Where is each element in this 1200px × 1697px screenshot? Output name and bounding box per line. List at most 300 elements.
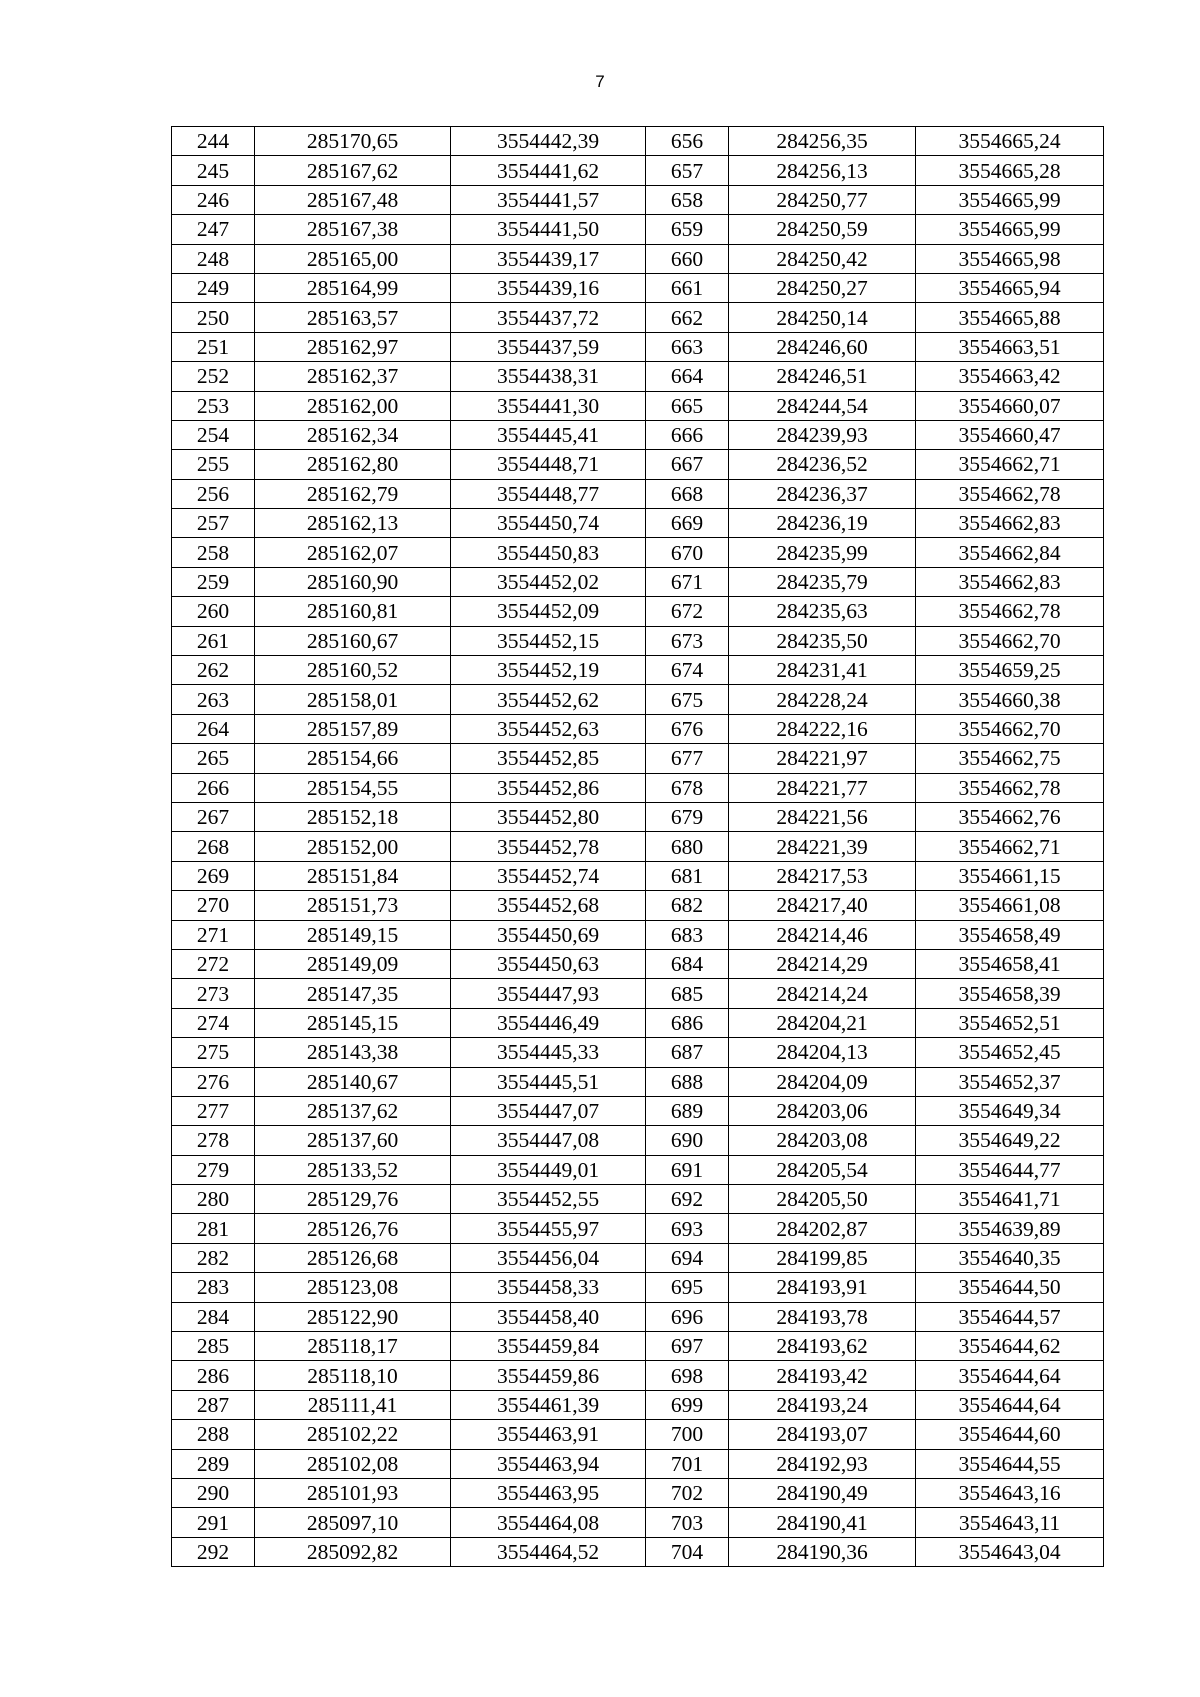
point-number-cell: 688: [646, 1067, 729, 1096]
y-coordinate-cell: 3554662,70: [916, 626, 1104, 655]
y-coordinate-cell: 3554665,24: [916, 127, 1104, 156]
x-coordinate-cell: 284199,85: [729, 1243, 916, 1272]
table-row: [172, 626, 1104, 655]
y-coordinate-cell: 3554464,52: [451, 1537, 646, 1566]
point-number-cell: 252: [172, 362, 255, 391]
y-coordinate-cell: 3554665,28: [916, 156, 1104, 185]
point-number-cell: 690: [646, 1126, 729, 1155]
y-coordinate-cell: 3554445,41: [451, 420, 646, 449]
point-number-cell: 668: [646, 479, 729, 508]
y-coordinate-cell: 3554660,47: [916, 420, 1104, 449]
y-coordinate-cell: 3554450,83: [451, 538, 646, 567]
table-row: [172, 920, 1104, 949]
point-number-cell: 255: [172, 450, 255, 479]
x-coordinate-cell: 284204,21: [729, 1008, 916, 1037]
table-row: [172, 1537, 1104, 1566]
y-coordinate-cell: 3554458,33: [451, 1273, 646, 1302]
x-coordinate-cell: 284235,50: [729, 626, 916, 655]
x-coordinate-cell: 284236,37: [729, 479, 916, 508]
y-coordinate-cell: 3554665,98: [916, 244, 1104, 273]
x-coordinate-cell: 285145,15: [255, 1008, 451, 1037]
x-coordinate-cell: 284246,60: [729, 332, 916, 361]
point-number-cell: 673: [646, 626, 729, 655]
x-coordinate-cell: 284193,24: [729, 1390, 916, 1419]
table-row: [172, 773, 1104, 802]
y-coordinate-cell: 3554449,01: [451, 1155, 646, 1184]
table-row: [172, 156, 1104, 185]
point-number-cell: 258: [172, 538, 255, 567]
x-coordinate-cell: 285165,00: [255, 244, 451, 273]
y-coordinate-cell: 3554661,15: [916, 861, 1104, 890]
point-number-cell: 254: [172, 420, 255, 449]
point-number-cell: 283: [172, 1273, 255, 1302]
point-number-cell: 686: [646, 1008, 729, 1037]
x-coordinate-cell: 285140,67: [255, 1067, 451, 1096]
y-coordinate-cell: 3554441,30: [451, 391, 646, 420]
x-coordinate-cell: 285162,00: [255, 391, 451, 420]
x-coordinate-cell: 285123,08: [255, 1273, 451, 1302]
table-row: [172, 832, 1104, 861]
y-coordinate-cell: 3554662,83: [916, 567, 1104, 596]
table-row: [172, 1273, 1104, 1302]
point-number-cell: 700: [646, 1420, 729, 1449]
y-coordinate-cell: 3554649,34: [916, 1096, 1104, 1125]
table-row: [172, 450, 1104, 479]
x-coordinate-cell: 284193,78: [729, 1302, 916, 1331]
y-coordinate-cell: 3554461,39: [451, 1390, 646, 1419]
point-number-cell: 689: [646, 1096, 729, 1125]
x-coordinate-cell: 285162,79: [255, 479, 451, 508]
x-coordinate-cell: 285101,93: [255, 1478, 451, 1507]
point-number-cell: 684: [646, 949, 729, 978]
x-coordinate-cell: 284250,27: [729, 273, 916, 302]
x-coordinate-cell: 284214,24: [729, 979, 916, 1008]
x-coordinate-cell: 284217,53: [729, 861, 916, 890]
point-number-cell: 682: [646, 891, 729, 920]
x-coordinate-cell: 284205,50: [729, 1185, 916, 1214]
x-coordinate-cell: 285164,99: [255, 273, 451, 302]
point-number-cell: 257: [172, 509, 255, 538]
coordinates-table-body: [172, 127, 1104, 1567]
y-coordinate-cell: 3554448,77: [451, 479, 646, 508]
table-row: [172, 1243, 1104, 1272]
x-coordinate-cell: 284239,93: [729, 420, 916, 449]
x-coordinate-cell: 285149,15: [255, 920, 451, 949]
x-coordinate-cell: 285167,62: [255, 156, 451, 185]
y-coordinate-cell: 3554644,64: [916, 1361, 1104, 1390]
y-coordinate-cell: 3554439,16: [451, 273, 646, 302]
y-coordinate-cell: 3554662,84: [916, 538, 1104, 567]
point-number-cell: 261: [172, 626, 255, 655]
x-coordinate-cell: 285162,13: [255, 509, 451, 538]
x-coordinate-cell: 285137,60: [255, 1126, 451, 1155]
point-number-cell: 674: [646, 656, 729, 685]
point-number-cell: 279: [172, 1155, 255, 1184]
point-number-cell: 280: [172, 1185, 255, 1214]
x-coordinate-cell: 284203,08: [729, 1126, 916, 1155]
point-number-cell: 677: [646, 744, 729, 773]
x-coordinate-cell: 284205,54: [729, 1155, 916, 1184]
point-number-cell: 656: [646, 127, 729, 156]
point-number-cell: 260: [172, 597, 255, 626]
x-coordinate-cell: 284235,99: [729, 538, 916, 567]
point-number-cell: 288: [172, 1420, 255, 1449]
y-coordinate-cell: 3554644,55: [916, 1449, 1104, 1478]
point-number-cell: 681: [646, 861, 729, 890]
point-number-cell: 281: [172, 1214, 255, 1243]
y-coordinate-cell: 3554458,40: [451, 1302, 646, 1331]
y-coordinate-cell: 3554662,71: [916, 832, 1104, 861]
point-number-cell: 292: [172, 1537, 255, 1566]
x-coordinate-cell: 285160,90: [255, 567, 451, 596]
point-number-cell: 275: [172, 1038, 255, 1067]
x-coordinate-cell: 285162,34: [255, 420, 451, 449]
table-row: [172, 185, 1104, 214]
table-row: [172, 744, 1104, 773]
x-coordinate-cell: 284250,77: [729, 185, 916, 214]
point-number-cell: 253: [172, 391, 255, 420]
y-coordinate-cell: 3554441,50: [451, 215, 646, 244]
point-number-cell: 694: [646, 1243, 729, 1272]
point-number-cell: 271: [172, 920, 255, 949]
point-number-cell: 264: [172, 714, 255, 743]
point-number-cell: 669: [646, 509, 729, 538]
point-number-cell: 287: [172, 1390, 255, 1419]
y-coordinate-cell: 3554463,94: [451, 1449, 646, 1478]
point-number-cell: 273: [172, 979, 255, 1008]
y-coordinate-cell: 3554649,22: [916, 1126, 1104, 1155]
table-row: [172, 949, 1104, 978]
x-coordinate-cell: 285143,38: [255, 1038, 451, 1067]
x-coordinate-cell: 284193,07: [729, 1420, 916, 1449]
table-row: [172, 362, 1104, 391]
x-coordinate-cell: 284250,59: [729, 215, 916, 244]
y-coordinate-cell: 3554659,25: [916, 656, 1104, 685]
y-coordinate-cell: 3554644,64: [916, 1390, 1104, 1419]
point-number-cell: 269: [172, 861, 255, 890]
x-coordinate-cell: 285097,10: [255, 1508, 451, 1537]
table-row: [172, 509, 1104, 538]
y-coordinate-cell: 3554640,35: [916, 1243, 1104, 1272]
y-coordinate-cell: 3554452,80: [451, 802, 646, 831]
table-row: [172, 479, 1104, 508]
x-coordinate-cell: 284204,13: [729, 1038, 916, 1067]
table-row: [172, 979, 1104, 1008]
x-coordinate-cell: 285102,08: [255, 1449, 451, 1478]
x-coordinate-cell: 285152,18: [255, 802, 451, 831]
y-coordinate-cell: 3554452,62: [451, 685, 646, 714]
y-coordinate-cell: 3554665,99: [916, 185, 1104, 214]
x-coordinate-cell: 285149,09: [255, 949, 451, 978]
point-number-cell: 698: [646, 1361, 729, 1390]
x-coordinate-cell: 284256,13: [729, 156, 916, 185]
x-coordinate-cell: 285160,52: [255, 656, 451, 685]
y-coordinate-cell: 3554452,68: [451, 891, 646, 920]
y-coordinate-cell: 3554643,16: [916, 1478, 1104, 1507]
y-coordinate-cell: 3554447,07: [451, 1096, 646, 1125]
table-row: [172, 567, 1104, 596]
x-coordinate-cell: 284202,87: [729, 1214, 916, 1243]
y-coordinate-cell: 3554463,95: [451, 1478, 646, 1507]
y-coordinate-cell: 3554644,60: [916, 1420, 1104, 1449]
point-number-cell: 703: [646, 1508, 729, 1537]
point-number-cell: 267: [172, 802, 255, 831]
y-coordinate-cell: 3554442,39: [451, 127, 646, 156]
point-number-cell: 248: [172, 244, 255, 273]
x-coordinate-cell: 285154,66: [255, 744, 451, 773]
x-coordinate-cell: 285147,35: [255, 979, 451, 1008]
point-number-cell: 672: [646, 597, 729, 626]
point-number-cell: 266: [172, 773, 255, 802]
x-coordinate-cell: 285162,07: [255, 538, 451, 567]
x-coordinate-cell: 285129,76: [255, 1185, 451, 1214]
y-coordinate-cell: 3554438,31: [451, 362, 646, 391]
point-number-cell: 659: [646, 215, 729, 244]
point-number-cell: 702: [646, 1478, 729, 1507]
point-number-cell: 701: [646, 1449, 729, 1478]
y-coordinate-cell: 3554644,77: [916, 1155, 1104, 1184]
point-number-cell: 259: [172, 567, 255, 596]
x-coordinate-cell: 284214,46: [729, 920, 916, 949]
y-coordinate-cell: 3554452,78: [451, 832, 646, 861]
y-coordinate-cell: 3554452,15: [451, 626, 646, 655]
point-number-cell: 289: [172, 1449, 255, 1478]
x-coordinate-cell: 284235,63: [729, 597, 916, 626]
x-coordinate-cell: 284193,91: [729, 1273, 916, 1302]
x-coordinate-cell: 285122,90: [255, 1302, 451, 1331]
table-row: [172, 597, 1104, 626]
y-coordinate-cell: 3554452,74: [451, 861, 646, 890]
table-row: [172, 1008, 1104, 1037]
table-row: [172, 1420, 1104, 1449]
y-coordinate-cell: 3554658,49: [916, 920, 1104, 949]
x-coordinate-cell: 285151,73: [255, 891, 451, 920]
x-coordinate-cell: 285111,41: [255, 1390, 451, 1419]
y-coordinate-cell: 3554644,50: [916, 1273, 1104, 1302]
table-row: [172, 1126, 1104, 1155]
y-coordinate-cell: 3554663,42: [916, 362, 1104, 391]
point-number-cell: 262: [172, 656, 255, 685]
x-coordinate-cell: 285170,65: [255, 127, 451, 156]
y-coordinate-cell: 3554662,78: [916, 479, 1104, 508]
point-number-cell: 683: [646, 920, 729, 949]
point-number-cell: 265: [172, 744, 255, 773]
x-coordinate-cell: 284235,79: [729, 567, 916, 596]
table-row: [172, 273, 1104, 302]
y-coordinate-cell: 3554452,02: [451, 567, 646, 596]
y-coordinate-cell: 3554652,45: [916, 1038, 1104, 1067]
point-number-cell: 290: [172, 1478, 255, 1507]
table-row: [172, 391, 1104, 420]
point-number-cell: 671: [646, 567, 729, 596]
x-coordinate-cell: 284221,77: [729, 773, 916, 802]
x-coordinate-cell: 285160,67: [255, 626, 451, 655]
y-coordinate-cell: 3554464,08: [451, 1508, 646, 1537]
x-coordinate-cell: 284203,06: [729, 1096, 916, 1125]
y-coordinate-cell: 3554452,86: [451, 773, 646, 802]
table-row: [172, 714, 1104, 743]
y-coordinate-cell: 3554643,04: [916, 1537, 1104, 1566]
y-coordinate-cell: 3554459,86: [451, 1361, 646, 1390]
point-number-cell: 664: [646, 362, 729, 391]
table-row: [172, 244, 1104, 273]
table-row: [172, 685, 1104, 714]
x-coordinate-cell: 284236,52: [729, 450, 916, 479]
point-number-cell: 244: [172, 127, 255, 156]
point-number-cell: 695: [646, 1273, 729, 1302]
y-coordinate-cell: 3554662,71: [916, 450, 1104, 479]
point-number-cell: 693: [646, 1214, 729, 1243]
x-coordinate-cell: 284246,51: [729, 362, 916, 391]
x-coordinate-cell: 284221,56: [729, 802, 916, 831]
point-number-cell: 666: [646, 420, 729, 449]
point-number-cell: 270: [172, 891, 255, 920]
x-coordinate-cell: 285167,38: [255, 215, 451, 244]
y-coordinate-cell: 3554662,78: [916, 773, 1104, 802]
x-coordinate-cell: 284256,35: [729, 127, 916, 156]
point-number-cell: 678: [646, 773, 729, 802]
x-coordinate-cell: 284217,40: [729, 891, 916, 920]
table-row: [172, 215, 1104, 244]
y-coordinate-cell: 3554665,99: [916, 215, 1104, 244]
point-number-cell: 250: [172, 303, 255, 332]
x-coordinate-cell: 285126,76: [255, 1214, 451, 1243]
y-coordinate-cell: 3554452,85: [451, 744, 646, 773]
table-row: [172, 127, 1104, 156]
y-coordinate-cell: 3554662,70: [916, 714, 1104, 743]
x-coordinate-cell: 284228,24: [729, 685, 916, 714]
point-number-cell: 660: [646, 244, 729, 273]
y-coordinate-cell: 3554448,71: [451, 450, 646, 479]
point-number-cell: 256: [172, 479, 255, 508]
x-coordinate-cell: 285160,81: [255, 597, 451, 626]
point-number-cell: 286: [172, 1361, 255, 1390]
point-number-cell: 680: [646, 832, 729, 861]
coordinates-table: [171, 126, 1104, 1567]
x-coordinate-cell: 285126,68: [255, 1243, 451, 1272]
y-coordinate-cell: 3554450,74: [451, 509, 646, 538]
point-number-cell: 679: [646, 802, 729, 831]
y-coordinate-cell: 3554658,41: [916, 949, 1104, 978]
table-row: [172, 332, 1104, 361]
point-number-cell: 277: [172, 1096, 255, 1125]
page-number: 7: [595, 72, 605, 91]
table-row: [172, 802, 1104, 831]
x-coordinate-cell: 285137,62: [255, 1096, 451, 1125]
y-coordinate-cell: 3554662,78: [916, 597, 1104, 626]
y-coordinate-cell: 3554445,33: [451, 1038, 646, 1067]
table-row: [172, 1361, 1104, 1390]
table-row: [172, 1155, 1104, 1184]
table-row: [172, 1096, 1104, 1125]
y-coordinate-cell: 3554658,39: [916, 979, 1104, 1008]
point-number-cell: 291: [172, 1508, 255, 1537]
y-coordinate-cell: 3554452,09: [451, 597, 646, 626]
point-number-cell: 249: [172, 273, 255, 302]
point-number-cell: 276: [172, 1067, 255, 1096]
y-coordinate-cell: 3554652,37: [916, 1067, 1104, 1096]
y-coordinate-cell: 3554662,75: [916, 744, 1104, 773]
y-coordinate-cell: 3554439,17: [451, 244, 646, 273]
y-coordinate-cell: 3554639,89: [916, 1214, 1104, 1243]
point-number-cell: 284: [172, 1302, 255, 1331]
x-coordinate-cell: 285118,17: [255, 1332, 451, 1361]
point-number-cell: 663: [646, 332, 729, 361]
point-number-cell: 263: [172, 685, 255, 714]
x-coordinate-cell: 285158,01: [255, 685, 451, 714]
y-coordinate-cell: 3554447,93: [451, 979, 646, 1008]
table-row: [172, 1214, 1104, 1243]
y-coordinate-cell: 3554644,57: [916, 1302, 1104, 1331]
table-row: [172, 1067, 1104, 1096]
point-number-cell: 667: [646, 450, 729, 479]
y-coordinate-cell: 3554447,08: [451, 1126, 646, 1155]
y-coordinate-cell: 3554441,62: [451, 156, 646, 185]
x-coordinate-cell: 285157,89: [255, 714, 451, 743]
point-number-cell: 247: [172, 215, 255, 244]
x-coordinate-cell: 285092,82: [255, 1537, 451, 1566]
y-coordinate-cell: 3554445,51: [451, 1067, 646, 1096]
y-coordinate-cell: 3554446,49: [451, 1008, 646, 1037]
y-coordinate-cell: 3554665,88: [916, 303, 1104, 332]
point-number-cell: 691: [646, 1155, 729, 1184]
point-number-cell: 676: [646, 714, 729, 743]
y-coordinate-cell: 3554452,63: [451, 714, 646, 743]
y-coordinate-cell: 3554663,51: [916, 332, 1104, 361]
y-coordinate-cell: 3554641,71: [916, 1185, 1104, 1214]
y-coordinate-cell: 3554644,62: [916, 1332, 1104, 1361]
y-coordinate-cell: 3554661,08: [916, 891, 1104, 920]
x-coordinate-cell: 284236,19: [729, 509, 916, 538]
y-coordinate-cell: 3554437,59: [451, 332, 646, 361]
y-coordinate-cell: 3554450,69: [451, 920, 646, 949]
x-coordinate-cell: 284244,54: [729, 391, 916, 420]
y-coordinate-cell: 3554441,57: [451, 185, 646, 214]
x-coordinate-cell: 284190,41: [729, 1508, 916, 1537]
point-number-cell: 665: [646, 391, 729, 420]
x-coordinate-cell: 285154,55: [255, 773, 451, 802]
point-number-cell: 685: [646, 979, 729, 1008]
y-coordinate-cell: 3554455,97: [451, 1214, 646, 1243]
point-number-cell: 274: [172, 1008, 255, 1037]
table-row: [172, 1038, 1104, 1067]
x-coordinate-cell: 285133,52: [255, 1155, 451, 1184]
y-coordinate-cell: 3554662,76: [916, 802, 1104, 831]
point-number-cell: 657: [646, 156, 729, 185]
point-number-cell: 278: [172, 1126, 255, 1155]
y-coordinate-cell: 3554652,51: [916, 1008, 1104, 1037]
x-coordinate-cell: 285162,97: [255, 332, 451, 361]
table-row: [172, 1478, 1104, 1507]
x-coordinate-cell: 285151,84: [255, 861, 451, 890]
table-row: [172, 420, 1104, 449]
x-coordinate-cell: 284190,36: [729, 1537, 916, 1566]
x-coordinate-cell: 284192,93: [729, 1449, 916, 1478]
point-number-cell: 282: [172, 1243, 255, 1272]
x-coordinate-cell: 284231,41: [729, 656, 916, 685]
y-coordinate-cell: 3554450,63: [451, 949, 646, 978]
table-row: [172, 861, 1104, 890]
x-coordinate-cell: 284222,16: [729, 714, 916, 743]
x-coordinate-cell: 284204,09: [729, 1067, 916, 1096]
table-row: [172, 1302, 1104, 1331]
y-coordinate-cell: 3554662,83: [916, 509, 1104, 538]
x-coordinate-cell: 284250,14: [729, 303, 916, 332]
x-coordinate-cell: 284193,42: [729, 1361, 916, 1390]
table-row: [172, 1390, 1104, 1419]
point-number-cell: 687: [646, 1038, 729, 1067]
y-coordinate-cell: 3554437,72: [451, 303, 646, 332]
